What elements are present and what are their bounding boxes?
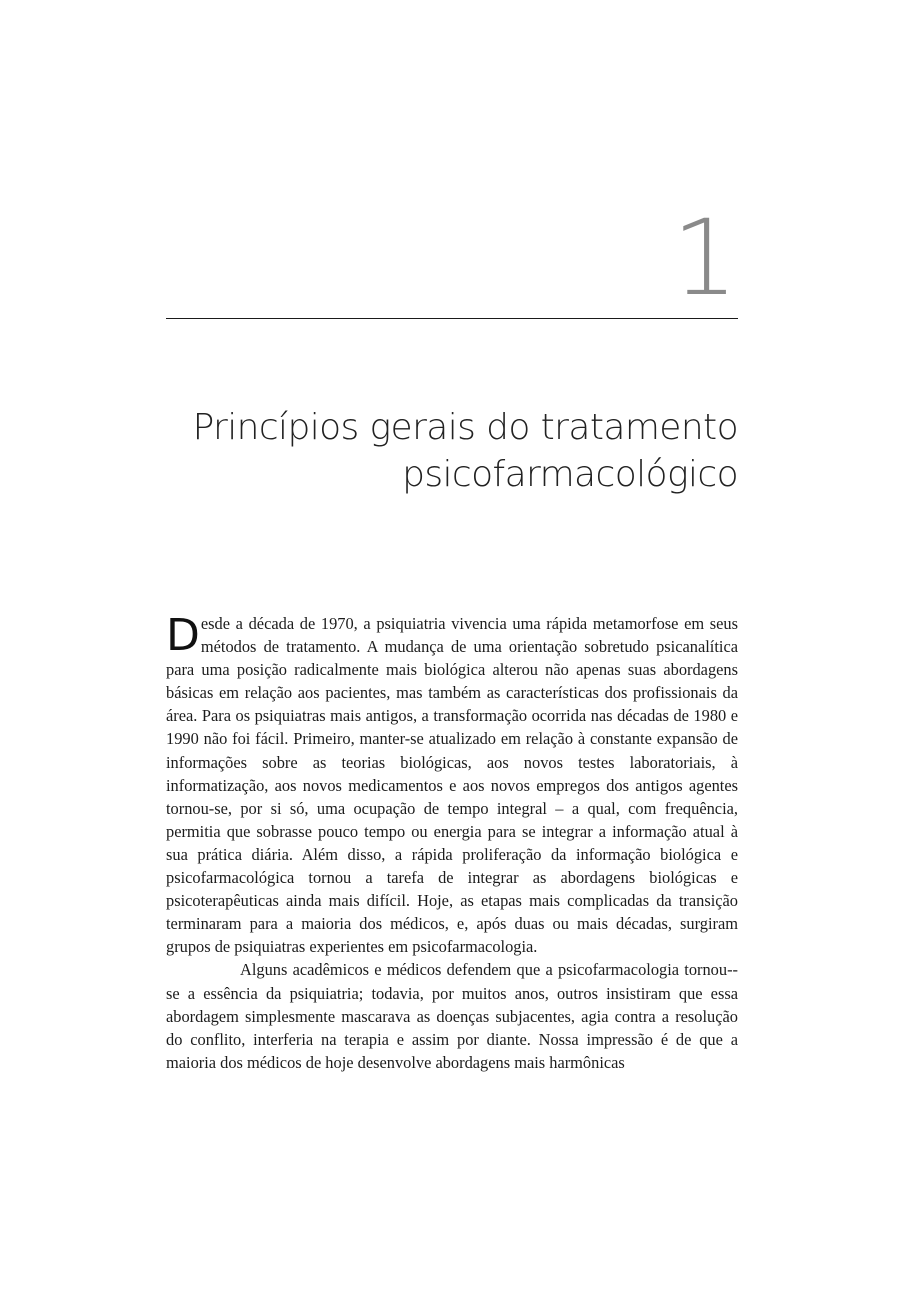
chapter-title-line-2: psicofarmacológico bbox=[402, 454, 738, 495]
chapter-number: 1 bbox=[671, 197, 738, 319]
body-text bbox=[166, 612, 738, 1074]
chapter-rule bbox=[166, 318, 738, 319]
paragraph-1 bbox=[166, 612, 738, 958]
paragraph-2: Alguns acadêmicos e médicos defendem que a psicofarmacologia tornou--se a essência da psiquiatria; todavia, por muitos anos, outros insistiram que essa abordagem simplesmente mascarava as doenças subjacentes, agia contra a resolução do conflito, interferia na terapia e assim por diante. Nossa impressão é de que a maioria dos médicos de hoje desenvolve abordagens mais harmônicas bbox=[166, 960, 738, 1072]
chapter-title-line-1: Princípios gerais do tratamento bbox=[192, 407, 738, 448]
paragraph-1-text: esde a década de 1970, a psiquiatria vivencia uma rápida metamorfose em seus métodos de tratamento. A mudança de uma orientação sobretudo psicanalítica para uma posição radicalmente mais biológica alterou não apenas suas abordagens básicas em relação aos pacientes, mas também as características dos profissionais da área. Para os psiquiatras mais antigos, a transformação ocorrida nas décadas de 1980 e 1990 não foi fácil. Primeiro, manter-se atualizado em relação à constante expansão de informações sobre as teorias biológicas, aos novos testes laboratoriais, à informatização, aos novos medicamentos e aos novos empregos dos antigos agentes tornou-se, por si só, uma ocupação de tempo integral – a qual, com frequência, permitia que sobrasse pouco tempo ou energia para se integrar a informação atual à sua prática diária. Além disso, a rápida proliferação da informação biológica e psicofarmacológica tornou a tarefa de integrar as abordagens biológicas e psicoterapêuticas ainda mais difícil. Hoje, as etapas mais complicadas da transição terminaram para a maioria dos médicos, e, após duas ou mais décadas, surgiram grupos de psiquiatras experientes em psicofarmacologia. bbox=[166, 614, 738, 957]
chapter-title bbox=[178, 404, 738, 498]
drop-cap: D bbox=[166, 610, 200, 661]
